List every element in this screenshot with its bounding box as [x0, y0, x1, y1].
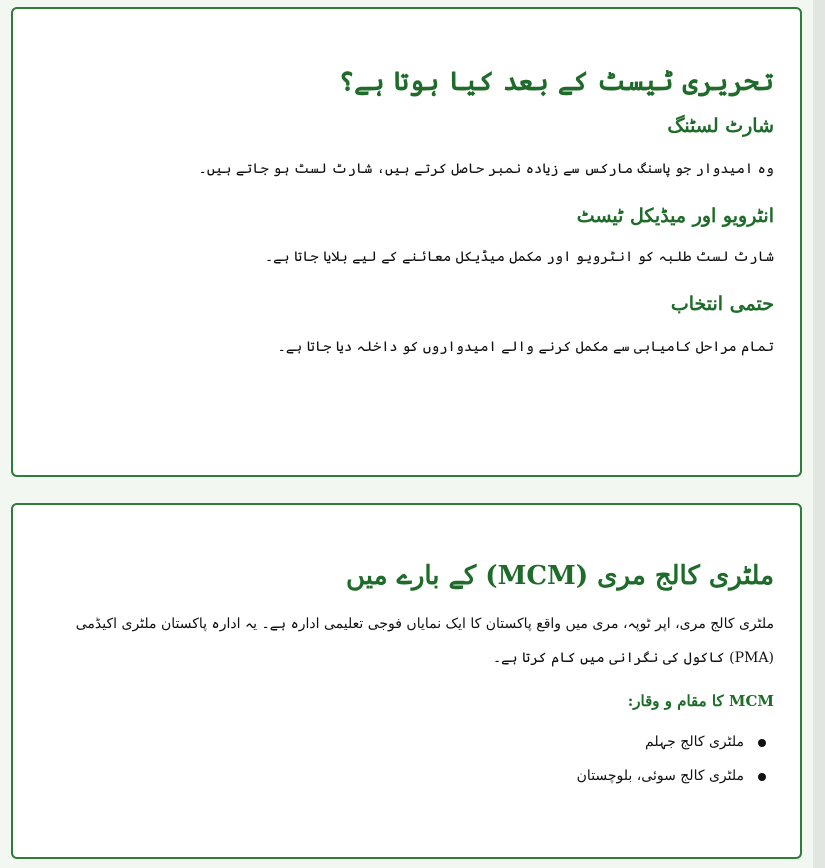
step-text: شارٹ لسٹ طلبہ کو انٹرویو اور مکمل میڈیکل معائنے کے لیے بلایا جاتا ہے۔ — [264, 249, 774, 265]
list-item-text: ملٹری کالج جہلم — [645, 734, 744, 750]
status-heading: MCM کا مقام و وقار: — [627, 692, 774, 710]
step-text: وہ امیدوار جو پاسنگ مارکس سے زیادہ نمبر حاصل کرتے ہیں، شارٹ لسٹ ہو جاتے ہیں۔ — [198, 161, 774, 177]
section-title: ملٹری کالج مری (MCM) کے بارے میں — [345, 561, 774, 591]
bullet-icon — [758, 739, 766, 747]
step-shortlisting — [37, 113, 774, 187]
list-item-text: ملٹری کالج سوئی، بلوچستان — [576, 768, 744, 784]
list-item — [37, 759, 744, 793]
page-scrollbar-track[interactable] — [813, 0, 825, 868]
step-final-selection — [37, 291, 774, 365]
step-heading: شارٹ لسٹنگ — [667, 115, 774, 137]
step-heading: انٹرویو اور میڈیکل ٹیسٹ — [576, 205, 774, 227]
about-text: ملٹری کالج مری، اپر ٹوپہ، مری میں واقع پاکستان کا ایک نمایاں فوجی تعلیمی ادارہ ہے۔ یہ ادارہ پاکستان ملٹری اکیڈمی (PMA) کاکول کی نگرانی میں کام کرتا ہے۔ — [75, 616, 774, 666]
list-item — [37, 725, 744, 759]
about-mcm-card — [11, 503, 802, 859]
after-written-test-card — [11, 7, 802, 477]
section-title: تحریری ٹیسٹ کے بعد کیا ہوتا ہے؟ — [338, 67, 774, 97]
college-list — [37, 725, 774, 793]
bullet-icon — [758, 773, 766, 781]
step-heading: حتمی انتخاب — [670, 293, 774, 315]
step-text: تمام مراحل کامیابی سے مکمل کرنے والے امیدواروں کو داخلہ دیا جاتا ہے۔ — [277, 339, 774, 355]
step-interview-medical — [37, 203, 774, 275]
